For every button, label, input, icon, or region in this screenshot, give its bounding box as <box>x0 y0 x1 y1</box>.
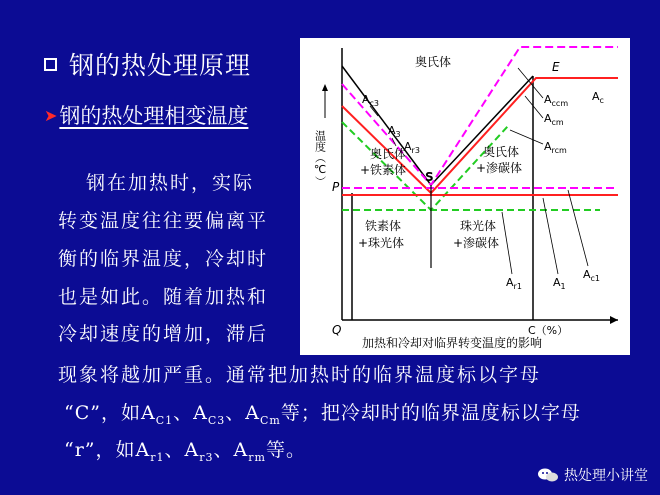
formula-text: 、A <box>173 402 208 424</box>
point-p-label: P <box>332 180 340 194</box>
leader-line <box>502 212 512 274</box>
y-axis-label: 温度（℃） <box>313 130 327 187</box>
square-bullet-icon <box>44 58 57 71</box>
fe-c-diagram-svg <box>300 38 630 355</box>
title-row <box>44 46 251 82</box>
label-a3: $A_3$ <box>388 124 401 139</box>
point-e-label: E <box>552 60 560 74</box>
leader-line <box>510 130 543 144</box>
fe-c-diagram-figure <box>300 38 630 355</box>
label-accm: $A_{ccm}$ <box>544 93 569 108</box>
body-line-3: 衡的临界温度，冷却时 <box>58 248 269 270</box>
formula-sub: Cm <box>260 413 281 427</box>
label-ac3: $A_{c3}$ <box>362 93 380 108</box>
label-arcm: $A_{rcm}$ <box>544 140 567 155</box>
region-austenite: 奥氏体 <box>415 55 452 69</box>
region-ferrite-pearlite-1: 铁素体 <box>365 219 402 233</box>
label-ar1: $A_{r1}$ <box>506 276 522 291</box>
formula-sub: r1 <box>150 450 165 464</box>
body-line-5: 冷却速度的增加，滞后 <box>58 323 269 345</box>
subtitle-row <box>44 100 248 130</box>
leader-line <box>525 96 543 118</box>
region-ferrite-pearlite-2: +珠光体 <box>358 236 405 250</box>
leader-line <box>568 190 588 266</box>
formula-text: 、A <box>225 402 260 424</box>
formula-text: 、A <box>213 439 249 461</box>
region-austenite-ferrite-2: +铁素体 <box>360 163 407 177</box>
x-axis-arrow-icon <box>610 316 618 324</box>
formula-sub: C3 <box>207 413 226 427</box>
body-line-1: 钢在加热时，实际 <box>86 172 255 194</box>
body-line-6: 现象将越加严重。通常把加热时的临界温度标以字母 <box>58 364 542 386</box>
label-acm: $A_{cm}$ <box>544 112 564 127</box>
region-austenite-cementite-2: +渗碳体 <box>476 161 523 175</box>
label-ac1: $A_{c1}$ <box>583 268 601 283</box>
formula-text: 、A <box>164 439 200 461</box>
formula-text: 等；把冷却时的临界温度标以字母 <box>280 402 581 424</box>
label-a1: $A_1$ <box>553 276 566 291</box>
label-ar3: $A_{r3}$ <box>404 140 420 155</box>
point-q-label: Q <box>332 323 342 337</box>
region-pearlite-cementite-2: +渗碳体 <box>453 236 500 250</box>
formula-sub: rm <box>248 450 266 464</box>
arrow-bullet-icon: ➤ <box>44 105 58 125</box>
figure-caption: 加热和冷却对临界转变温度的影响 <box>362 336 543 350</box>
wechat-icon <box>537 467 559 483</box>
formula-text: “r”，如A <box>64 439 151 461</box>
slide-subtitle: 钢的热处理相变温度 <box>59 104 249 128</box>
body-line-2: 转变温度往往要偏离平 <box>58 210 269 232</box>
cooling-notation-line <box>64 435 306 464</box>
formula-text: 等。 <box>265 439 306 461</box>
heating-notation-line <box>64 398 581 427</box>
watermark-text: 热处理小讲堂 <box>564 468 648 484</box>
slide-title: 钢的热处理原理 <box>69 51 252 80</box>
x-axis-label: C（%） <box>528 324 569 337</box>
formula-sub: r3 <box>199 450 214 464</box>
region-austenite-ferrite-1: 奥氏体 <box>370 147 407 161</box>
label-ac: $A_c$ <box>592 90 604 105</box>
region-austenite-cementite-1: 奥氏体 <box>483 145 520 159</box>
formula-sub: C1 <box>155 413 174 427</box>
region-pearlite-cementite-1: 珠光体 <box>460 219 497 233</box>
point-s-label: S <box>425 170 434 184</box>
formula-text: “C”，如A <box>64 402 156 424</box>
body-line-4: 也是如此。随着加热和 <box>58 286 269 308</box>
watermark <box>537 465 648 485</box>
y-label-arrow-icon <box>322 84 328 91</box>
